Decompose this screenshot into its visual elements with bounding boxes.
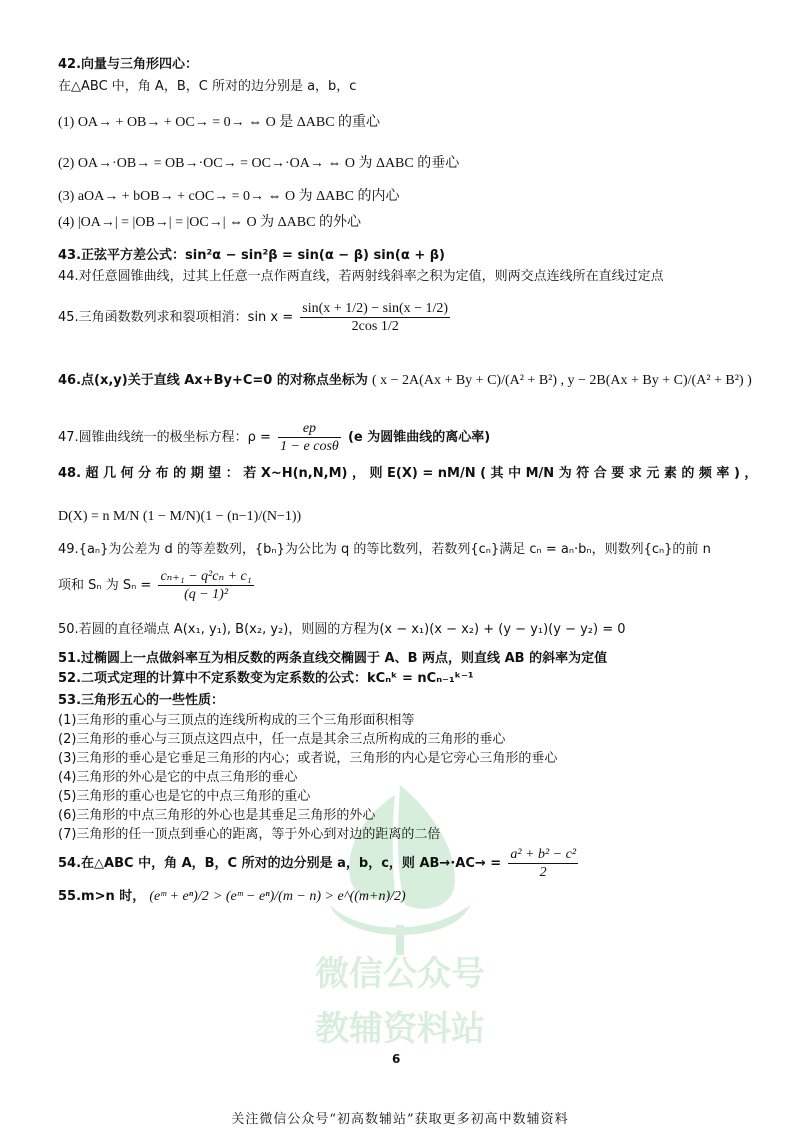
item-53-2: (2)三角形的垂心与三顶点这四点中，任一点是其余三点所构成的三角形的垂心 bbox=[58, 732, 506, 747]
item-53-5: (5)三角形的重心也是它的中点三角形的重心 bbox=[58, 789, 311, 804]
item-42-1: (1) OA→ + OB→ + OC→ = 0→ ⇔ O 是 ΔABC 的重心 bbox=[58, 115, 381, 130]
item-49: 49.{aₙ}为公差为 d 的等差数列，{bₙ}为公比为 q 的等比数列，若数列{cₙ}满足 cₙ = aₙ·bₙ，则数列{cₙ}的前 n bbox=[58, 542, 711, 557]
item-47-denominator: 1 − e cosθ bbox=[280, 439, 339, 454]
item-46 bbox=[58, 372, 752, 390]
item-49-denominator: (q − 1)² bbox=[184, 587, 229, 602]
item-54-denominator: 2 bbox=[539, 865, 547, 880]
item-42-3: (3) aOA→ + bOB→ + cOC→ = 0→ ⇔ O 为 ΔABC 的内心 bbox=[58, 189, 400, 204]
item-42-intro: 在△ABC 中，角 A，B，C 所对的边分别是 a，b，c bbox=[58, 79, 357, 94]
item-49-numerator: cₙ₊₁ − q²cₙ + c₁ bbox=[160, 569, 252, 584]
item-47-label: 47.圆锥曲线统一的极坐标方程：ρ = bbox=[58, 429, 271, 445]
item-55 bbox=[58, 888, 406, 907]
watermark-line1: 微信公众号 bbox=[315, 954, 485, 994]
item-45-denominator: 2cos 1/2 bbox=[351, 319, 399, 334]
item-53-3: (3)三角形的垂心是它垂足三角形的内心；或者说，三角形的内心是它旁心三角形的垂心 bbox=[58, 751, 558, 766]
watermark-line2: 教辅资料站 bbox=[315, 1009, 485, 1049]
item-49-sum-label: 项和 Sₙ 为 Sₙ = bbox=[58, 577, 152, 593]
item-53-1: (1)三角形的重心与三顶点的连线所构成的三个三角形面积相等 bbox=[58, 713, 415, 728]
item-47 bbox=[58, 420, 490, 455]
item-54 bbox=[58, 846, 581, 881]
item-48: 48. 超 几 何 分 布 的 期 望 ： 若 X~H(n,N,M) ， 则 E(X) = nM/N ( 其 中 M/N 为 符 合 要 求 元 素 的 频 率 ) ， bbox=[58, 466, 758, 481]
item-54-label: 54.在△ABC 中，角 A，B，C 所对的边分别是 a，b，c，则 AB→·AC→ = bbox=[58, 855, 502, 871]
item-55-left: (eᵐ + eⁿ)/2 bbox=[149, 889, 209, 904]
item-49-fraction bbox=[158, 568, 253, 603]
item-44: 44.对任意圆锥曲线，过其上任意一点作两直线，若两射线斜率之积为定值，则两交点连线所在直线过定点 bbox=[58, 269, 664, 284]
item-53-heading: 53.三角形五心的一些性质： bbox=[58, 693, 225, 708]
item-45 bbox=[58, 300, 453, 335]
item-52: 52.二项式定理的计算中不定系数变为定系数的公式：kCₙᵏ = nCₙ₋₁ᵏ⁻¹ bbox=[58, 671, 474, 686]
footer-note: 关注微信公众号“初高数辅站”获取更多初高中数辅资料 bbox=[231, 1112, 569, 1127]
page-number: 6 bbox=[392, 1052, 401, 1066]
item-53-7: (7)三角形的任一顶点到垂心的距离，等于外心到对边的距离的二倍 bbox=[58, 827, 441, 842]
item-42-2: (2) OA→·OB→ = OB→·OC→ = OC→·OA→ ⇔ O 为 ΔABC 的垂心 bbox=[58, 156, 460, 171]
item-46-formula: ( x − 2A(Ax + By + C)/(A² + B²) , y − 2B(Ax + By + C)/(A² + B²) ) bbox=[372, 373, 752, 388]
item-53-4: (4)三角形的外心是它的中点三角形的垂心 bbox=[58, 770, 298, 785]
item-45-label: 45.三角函数数列求和裂项相消：sin x = bbox=[58, 309, 294, 325]
item-45-fraction bbox=[300, 300, 450, 335]
item-54-numerator: a² + b² − c² bbox=[510, 847, 577, 862]
item-42-heading: 42.向量与三角形四心： bbox=[58, 57, 199, 72]
item-49-sum bbox=[58, 568, 257, 603]
item-42-4: (4) |OA→| = |OB→| = |OC→| ⇔ O 为 ΔABC 的外心 bbox=[58, 215, 361, 230]
item-46-label: 46.点(x,y)关于直线 Ax+By+C=0 的对称点坐标为 bbox=[58, 373, 368, 388]
item-48-variance: D(X) = n M/N (1 − M/N)(1 − (n−1)/(N−1)) bbox=[58, 509, 302, 524]
item-51: 51.过椭圆上一点做斜率互为相反数的两条直线交椭圆于 A、B 两点，则直线 AB 的斜率为定值 bbox=[58, 651, 608, 666]
item-50: 50.若圆的直径端点 A(x₁, y₁), B(x₂, y₂)，则圆的方程为(x − x₁)(x − x₂) + (y − y₁)(y − y₂) = 0 bbox=[58, 622, 626, 637]
item-47-note: (e 为圆锥曲线的离心率) bbox=[347, 429, 491, 445]
item-55-right: > (eᵐ − eⁿ)/(m − n) > e^((m+n)/2) bbox=[212, 889, 406, 904]
item-47-fraction bbox=[278, 420, 341, 455]
item-53-6: (6)三角形的中点三角形的外心也是其垂足三角形的外心 bbox=[58, 808, 376, 823]
item-47-numerator: ep bbox=[278, 420, 341, 438]
item-45-numerator: sin(x + 1/2) − sin(x − 1/2) bbox=[302, 301, 449, 316]
item-54-fraction bbox=[508, 846, 578, 881]
item-43: 43.正弦平方差公式：sin²α − sin²β = sin(α − β) sin(α + β) bbox=[58, 248, 445, 263]
item-55-label: 55.m>n 时， bbox=[58, 889, 146, 904]
